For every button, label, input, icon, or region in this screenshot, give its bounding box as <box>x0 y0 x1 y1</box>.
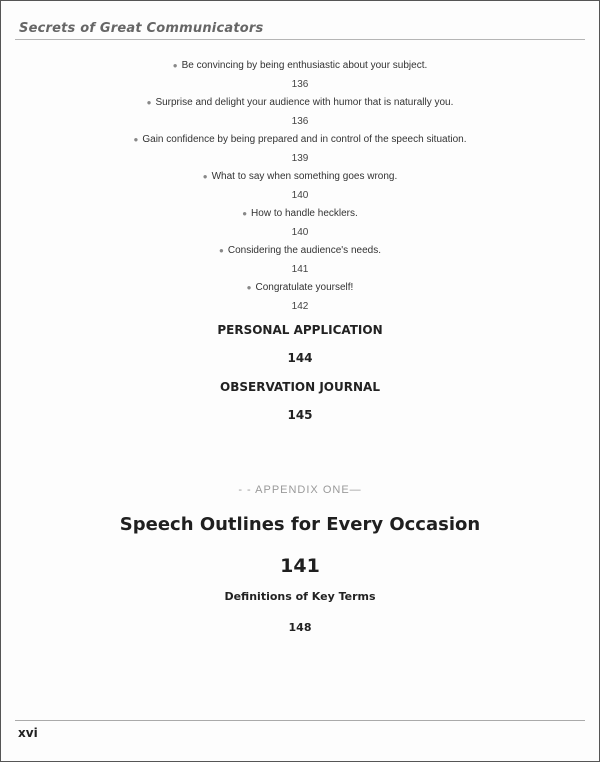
bullet-icon: ● <box>172 61 178 70</box>
toc-entry-text: Congratulate yourself! <box>255 282 354 293</box>
toc-entry-text: Be convincing by being enthusiastic about your subject. <box>181 60 428 71</box>
bullet-icon: ● <box>202 172 208 181</box>
toc-page-number: 141 <box>291 264 309 275</box>
section-page-number: 145 <box>287 408 313 422</box>
bullet-icon: ● <box>133 135 139 144</box>
toc-entry <box>1 168 599 186</box>
folio-page-number: xvi <box>18 726 38 740</box>
header-rule <box>15 39 585 40</box>
bullet-icon: ● <box>246 283 252 292</box>
toc-page-number: 142 <box>291 301 309 312</box>
section-page-number: 144 <box>287 351 313 365</box>
toc-entry-text: Considering the audience's needs. <box>227 245 381 256</box>
bullet-icon: ● <box>242 209 248 218</box>
toc-entry <box>1 131 599 149</box>
running-head: Secrets of Great Communicators <box>19 21 264 36</box>
appendix-label: - - APPENDIX ONE— <box>238 484 362 496</box>
toc-page-number: 140 <box>291 227 309 238</box>
toc-entry <box>1 279 599 297</box>
bullet-icon: ● <box>219 246 224 255</box>
toc-entry-text: Gain confidence by being prepared and in control of the speech situation. <box>142 134 467 145</box>
toc-entry-text: Surprise and delight your audience with humor that is naturally you. <box>155 97 454 108</box>
toc-entry <box>1 205 599 223</box>
toc-page-number: 139 <box>291 153 309 164</box>
footer-rule <box>15 720 585 721</box>
appendix-page-number: 141 <box>280 555 320 577</box>
toc-page-number: 140 <box>291 190 309 201</box>
toc-entry-text: How to handle hecklers. <box>251 208 358 219</box>
appendix-title: Speech Outlines for Every Occasion <box>119 514 481 535</box>
definitions-heading: Definitions of Key Terms <box>224 590 376 603</box>
toc-entry-text: What to say when something goes wrong. <box>211 171 398 182</box>
toc-entry <box>1 57 599 75</box>
toc-entry <box>1 94 599 112</box>
toc-list <box>1 57 599 430</box>
toc-entry <box>1 242 599 260</box>
toc-page-number: 136 <box>291 116 309 127</box>
definitions-page-number: 148 <box>288 621 312 634</box>
section-heading-observation-journal: OBSERVATION JOURNAL <box>220 380 380 394</box>
bullet-icon: ● <box>146 98 152 107</box>
section-heading-personal-application: PERSONAL APPLICATION <box>217 323 383 337</box>
toc-page-number: 136 <box>291 79 309 90</box>
